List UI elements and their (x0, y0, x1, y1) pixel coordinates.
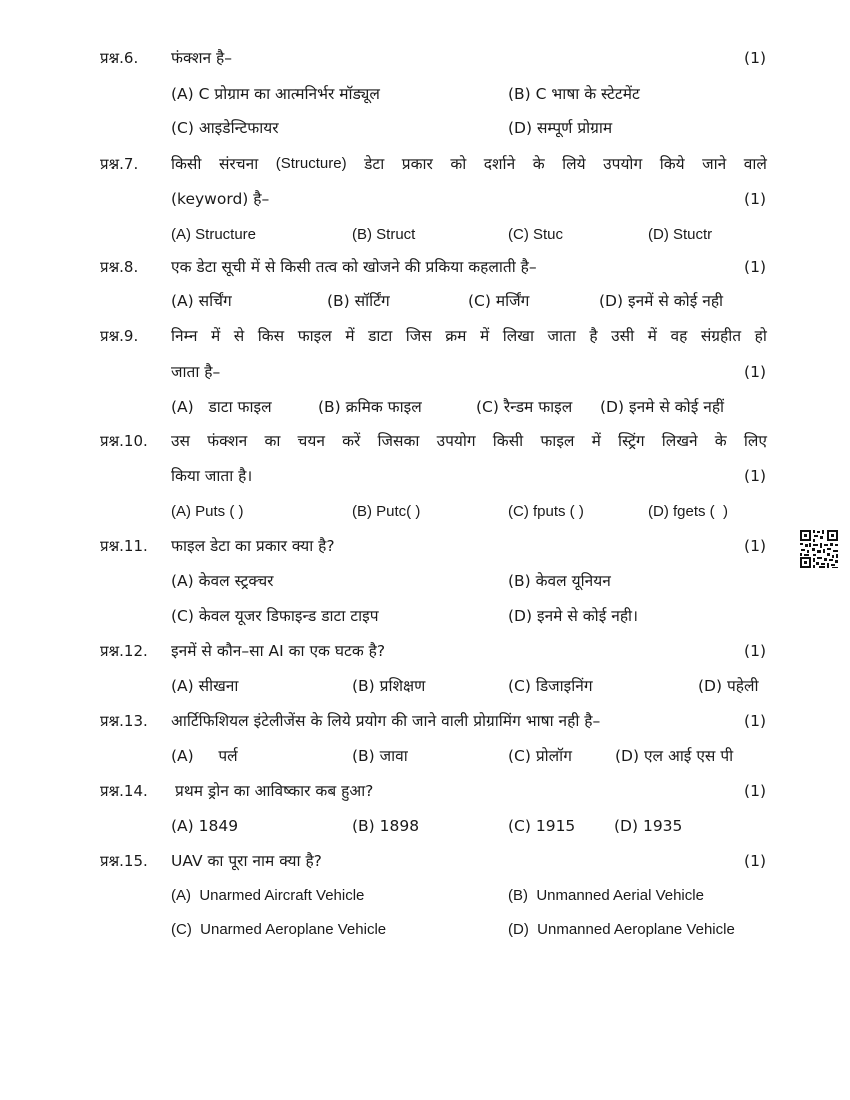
word: निम्न (171, 327, 198, 345)
question-marks: (1) (744, 49, 766, 67)
option-a: (A) डाटा फाइल (171, 398, 272, 416)
word: फाइल (297, 327, 332, 345)
option-a: (A) Unarmed Aircraft Vehicle (171, 887, 365, 904)
word: का (264, 432, 281, 450)
question-number: प्रश्न.6. (100, 49, 139, 67)
word: जिसका (377, 432, 420, 450)
question-marks: (1) (744, 642, 766, 660)
word: में (647, 327, 657, 345)
word: फंक्शन (207, 432, 248, 450)
question-text: प्रथम ड्रोन का आविष्कार कब हुआ? (175, 782, 374, 800)
word: जाने (702, 155, 727, 173)
option-d: (D) सम्पूर्ण प्रोग्राम (508, 119, 613, 137)
question-text: फंक्शन है– (171, 49, 233, 67)
question-number: प्रश्न.12. (100, 642, 148, 660)
option-c: (C) 1915 (508, 817, 576, 835)
option-a: (A) 1849 (171, 817, 239, 835)
option-d: (D) Unmanned Aeroplane Vehicle (508, 921, 735, 938)
word: प्रकार (401, 155, 433, 173)
word: (Structure) (275, 155, 347, 172)
word: उसी (611, 327, 635, 345)
question-number: प्रश्न.7. (100, 155, 139, 173)
option-c: (C) डिजाइनिंग (508, 677, 593, 695)
option-a: (A) C प्रोग्राम का आत्मनिर्भर मॉड्यूल (171, 85, 380, 103)
question-text-line1 (171, 431, 767, 451)
word: में (479, 327, 490, 345)
word: को (450, 155, 467, 173)
option-a: (A) सीखना (171, 677, 239, 695)
word: उस (171, 432, 190, 450)
word: क्रम (445, 327, 467, 345)
word: संरचना (218, 155, 259, 173)
word: उपयोग (603, 155, 643, 173)
option-b: (B) Unmanned Aerial Vehicle (508, 887, 704, 904)
word: जाता (547, 327, 576, 345)
word: हो (754, 327, 767, 345)
question-marks: (1) (744, 852, 766, 870)
option-b: (B) 1898 (352, 817, 420, 835)
question-marks: (1) (744, 782, 766, 800)
option-b: (B) सॉर्टिंग (327, 292, 390, 310)
question-marks: (1) (744, 712, 766, 730)
option-b: (B) Putc( ) (352, 503, 421, 520)
question-number: प्रश्न.14. (100, 782, 148, 800)
option-b: (B) Struct (352, 226, 416, 243)
question-number: प्रश्न.11. (100, 537, 148, 555)
question-number: प्रश्न.9. (100, 327, 139, 345)
option-b: (B) प्रशिक्षण (352, 677, 426, 695)
option-d: (D) Stuctr (648, 226, 713, 243)
word: किये (659, 155, 685, 173)
word: किसी (171, 155, 202, 173)
option-a: (A) केवल स्ट्रक्चर (171, 572, 274, 590)
word: है (589, 327, 598, 345)
word: में (210, 327, 221, 345)
option-c: (C) प्रोलॉग (508, 747, 572, 765)
word: में (345, 327, 355, 345)
option-b: (B) केवल यूनियन (508, 572, 611, 590)
question-marks: (1) (744, 363, 766, 381)
option-b: (B) C भाषा के स्टेटमेंट (508, 85, 640, 103)
option-d: (D) fgets ( ) (648, 503, 729, 520)
word: लिए (743, 432, 767, 450)
question-text-line2: जाता है– (171, 363, 221, 381)
option-c: (C) रैन्डम फाइल (476, 398, 573, 416)
option-d: (D) एल आई एस पी (615, 747, 734, 765)
option-a: (A) Puts ( ) (171, 503, 244, 520)
word: किस (257, 327, 285, 345)
word: में (591, 432, 601, 450)
word: फाइल (540, 432, 575, 450)
option-d: (D) पहेली (698, 677, 759, 695)
word: डेटा (364, 155, 385, 173)
word: वह (670, 327, 688, 345)
question-text: एक डेटा सूची में से किसी तत्व को खोजने की प्रकिया कहलाती है– (171, 258, 537, 276)
word: लिये (562, 155, 586, 173)
question-marks: (1) (744, 537, 766, 555)
word: से (233, 327, 245, 345)
question-text: आर्टिफिशियल इंटेलीजेंस के लिये प्रयोग की जाने वाली प्रोग्रामिंग भाषा नही है– (171, 712, 601, 730)
word: जिस (405, 327, 432, 345)
option-d: (D) इनमे से कोई नही। (508, 607, 638, 625)
qr-code (799, 529, 839, 569)
question-number: प्रश्न.15. (100, 852, 148, 870)
question-text: UAV का पूरा नाम क्या है? (171, 852, 322, 870)
word: करें (342, 432, 361, 450)
word: दर्शाने (483, 155, 516, 173)
question-marks: (1) (744, 258, 766, 276)
question-number: प्रश्न.8. (100, 258, 139, 276)
option-c: (C) Unarmed Aeroplane Vehicle (171, 921, 387, 938)
word: संग्रहीत (700, 327, 742, 345)
option-c: (C) केवल यूजर डिफाइन्ड डाटा टाइप (171, 607, 379, 625)
question-text-line2: (keyword) है– (171, 190, 270, 208)
option-d: (D) इनमें से कोई नही (599, 292, 724, 310)
question-marks: (1) (744, 190, 766, 208)
option-a: (A) सर्चिंग (171, 292, 232, 310)
question-marks: (1) (744, 467, 766, 485)
option-c: (C) Stuc (508, 226, 564, 243)
question-text: फाइल डेटा का प्रकार क्या है? (171, 537, 335, 555)
question-text-line1 (171, 326, 767, 346)
option-d: (D) 1935 (614, 817, 683, 835)
question-number: प्रश्न.10. (100, 432, 148, 450)
option-b: (B) क्रमिक फाइल (318, 398, 422, 416)
word: चयन (297, 432, 325, 450)
question-number: प्रश्न.13. (100, 712, 148, 730)
option-b: (B) जावा (352, 747, 408, 765)
question-text-line1 (171, 154, 767, 174)
option-d: (D) इनमे से कोई नहीं (600, 398, 725, 416)
word: स्ट्रिंग (618, 432, 645, 450)
option-a: (A) Structure (171, 226, 257, 243)
option-c: (C) आइडेन्टिफायर (171, 119, 279, 137)
word: किसी (492, 432, 524, 450)
word: वाले (743, 155, 767, 173)
word: उपयोग (436, 432, 476, 450)
option-c: (C) fputs ( ) (508, 503, 584, 520)
option-a: (A) पर्ल (171, 747, 238, 765)
question-text: इनमें से कौन–सा AI का एक घटक है? (171, 642, 386, 660)
word: के (532, 155, 545, 173)
option-c: (C) मर्जिंग (468, 292, 530, 310)
word: लिखा (502, 327, 534, 345)
word: लिखने (661, 432, 698, 450)
question-text-line2: किया जाता है। (171, 467, 253, 485)
word: के (714, 432, 727, 450)
word: डाटा (368, 327, 393, 345)
